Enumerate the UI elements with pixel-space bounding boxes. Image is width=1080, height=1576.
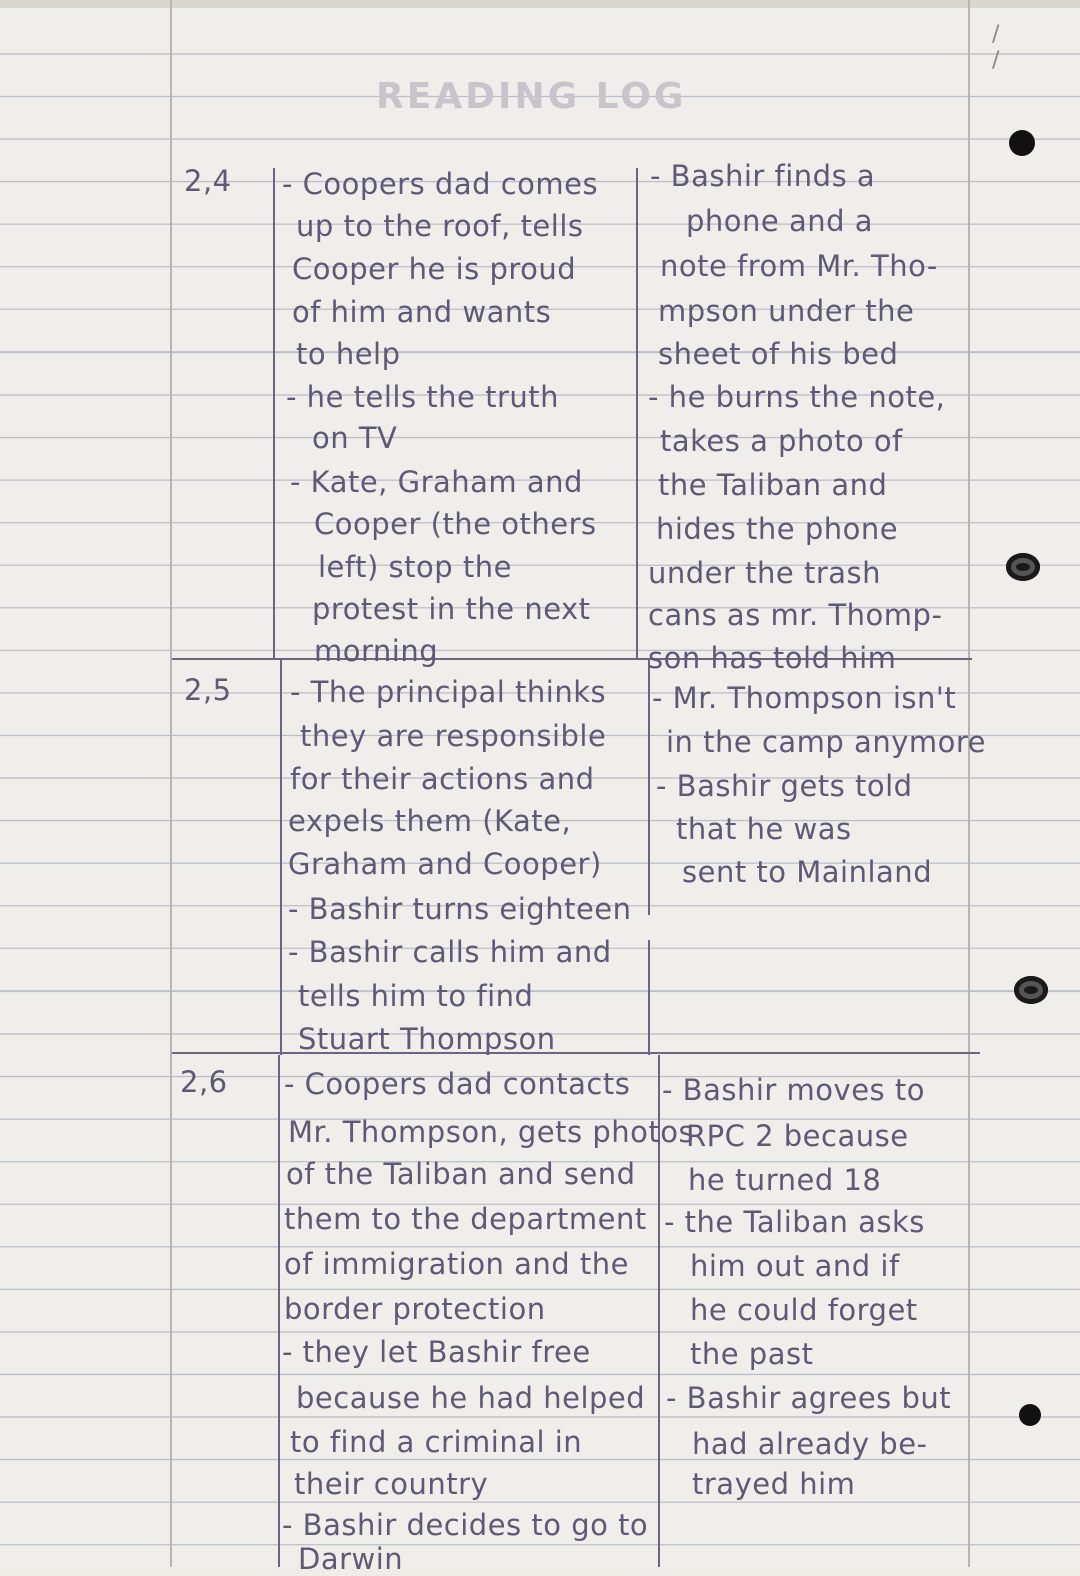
table-divider-column — [648, 940, 650, 1055]
note-line: he could forget — [690, 1293, 918, 1327]
binder-hole — [1006, 553, 1040, 581]
note-line: note from Mr. Tho- — [660, 249, 938, 283]
note-line: he turned 18 — [688, 1163, 882, 1197]
table-divider-column — [648, 660, 650, 915]
table-divider-column — [636, 168, 638, 660]
note-line: - the Taliban asks — [664, 1205, 925, 1239]
note-line: expels them (Kate, — [288, 804, 572, 838]
note-line: sheet of his bed — [658, 337, 899, 371]
note-line: Stuart Thompson — [298, 1022, 556, 1056]
note-line: - Coopers dad contacts — [284, 1067, 631, 1101]
note-line: phone and a — [686, 204, 874, 238]
note-line: in the camp anymore — [666, 725, 986, 759]
margin-mark: / — [992, 22, 1000, 47]
table-divider-chapter — [278, 1055, 280, 1567]
binder-hole — [1009, 130, 1035, 156]
note-line: that he was — [676, 812, 852, 846]
note-line: son has told him — [648, 641, 897, 675]
note-line: because he had helped — [296, 1381, 646, 1415]
note-line: for their actions and — [290, 762, 595, 796]
page-title: READING LOG — [376, 76, 687, 117]
note-line: Graham and Cooper) — [288, 847, 602, 881]
note-line: sent to Mainland — [682, 855, 933, 889]
note-line: - Coopers dad comes — [282, 167, 599, 201]
note-line: under the trash — [648, 556, 882, 590]
note-line: to find a criminal in — [290, 1425, 583, 1459]
note-line: trayed him — [692, 1467, 856, 1501]
margin-line-right — [968, 0, 970, 1567]
note-line: cans as mr. Thomp- — [648, 598, 943, 632]
note-line: - Bashir turns eighteen — [288, 892, 632, 926]
note-line: - Bashir moves to — [662, 1073, 925, 1107]
note-line: - he tells the truth — [286, 380, 560, 414]
margin-mark: / — [992, 48, 1000, 73]
note-line: their country — [294, 1467, 489, 1501]
note-line: - he burns the note, — [648, 380, 946, 414]
note-line: him out and if — [690, 1249, 900, 1283]
note-line: hides the phone — [656, 512, 899, 546]
note-line: Cooper he is proud — [292, 252, 577, 286]
chapter-label: 2,4 — [184, 164, 232, 198]
row-separator — [172, 1052, 980, 1054]
chapter-label: 2,6 — [180, 1065, 228, 1099]
note-line: - Bashir calls him and — [288, 935, 612, 969]
note-line: - Bashir gets told — [656, 769, 913, 803]
table-divider-chapter — [273, 168, 275, 660]
note-line: them to the department — [284, 1202, 647, 1236]
chapter-label: 2,5 — [184, 673, 232, 707]
note-line: - Bashir finds a — [650, 159, 876, 193]
note-line: they are responsible — [300, 719, 607, 753]
note-line: left) stop the — [318, 550, 512, 584]
note-line: Mr. Thompson, gets photos — [288, 1115, 695, 1149]
note-line: on TV — [312, 421, 398, 455]
note-line: of the Taliban and send — [286, 1157, 636, 1191]
note-line: - The principal thinks — [290, 675, 607, 709]
note-line: takes a photo of — [660, 424, 903, 458]
note-line: - Bashir decides to go to — [282, 1508, 649, 1542]
note-line: Cooper (the others — [314, 507, 597, 541]
note-line: - Mr. Thompson isn't — [652, 681, 957, 715]
note-line: - Bashir agrees but — [666, 1381, 952, 1415]
note-line: the past — [690, 1337, 814, 1371]
margin-line-left — [170, 0, 172, 1567]
note-line: of him and wants — [292, 295, 552, 329]
note-line: - they let Bashir free — [282, 1335, 591, 1369]
table-divider-chapter — [280, 660, 282, 1055]
note-line: - Kate, Graham and — [290, 465, 583, 499]
note-line: the Taliban and — [658, 468, 888, 502]
note-line: to help — [296, 337, 401, 371]
binder-hole — [1014, 976, 1048, 1004]
note-line: tells him to find — [298, 979, 534, 1013]
page-top-edge — [0, 0, 1080, 8]
note-line: protest in the next — [312, 592, 591, 626]
note-line: of immigration and the — [284, 1247, 630, 1281]
note-line: mpson under the — [658, 294, 915, 328]
note-line: had already be- — [692, 1427, 928, 1461]
note-line: border protection — [284, 1292, 546, 1326]
binder-hole — [1019, 1404, 1041, 1426]
note-line: up to the roof, tells — [296, 209, 584, 243]
note-line: RPC 2 because — [686, 1119, 909, 1153]
note-line: Darwin — [298, 1542, 404, 1576]
note-line: morning — [314, 634, 439, 668]
